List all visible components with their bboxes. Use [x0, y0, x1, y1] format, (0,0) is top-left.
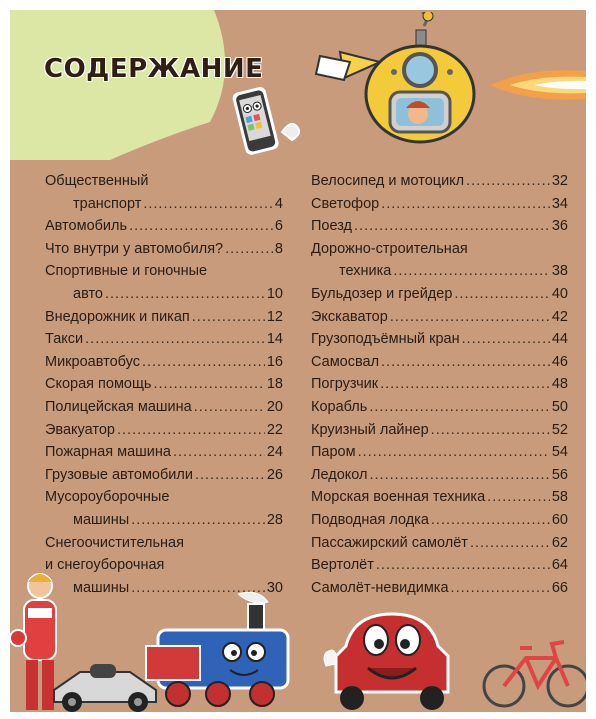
dot-leader — [153, 373, 264, 396]
page-number: 14 — [266, 331, 283, 348]
entry-title: Внедорожник и пикап — [45, 308, 190, 325]
toc-right-entry[interactable] — [311, 373, 568, 396]
toc-left-entry[interactable] — [45, 306, 283, 329]
dot-leader — [390, 306, 550, 329]
entry-title-line: Дорожно-строительная — [311, 240, 468, 257]
entry-title: Микроавтобус — [45, 353, 140, 370]
entry-title-line: Спортивные и гоночные — [45, 263, 208, 280]
dot-leader — [143, 193, 273, 216]
entry-title: Самосвал — [311, 353, 380, 370]
entry-row — [311, 509, 568, 532]
toc-right-entry[interactable] — [311, 554, 568, 577]
dot-leader — [466, 170, 550, 193]
entry-title: Экскаватор — [311, 308, 388, 325]
dot-leader — [358, 441, 550, 464]
page-number: 50 — [551, 398, 568, 415]
entry-row — [45, 193, 283, 216]
entry-row — [45, 283, 283, 306]
entry-title: Что внутри у автомобиля? — [45, 240, 224, 257]
entry-title: Подводная лодка — [311, 511, 429, 528]
entry-row — [45, 509, 283, 532]
page-number: 32 — [551, 173, 568, 189]
page-number: 46 — [551, 353, 568, 370]
entry-row — [311, 396, 568, 419]
entry-row — [311, 328, 568, 351]
entry-title: Вертолёт — [311, 557, 374, 574]
entry-title: Скорая помощь — [45, 376, 152, 393]
toc-left-entry[interactable] — [45, 238, 283, 261]
toc-left-entry[interactable] — [45, 419, 283, 442]
entry-title: Круизный лайнер — [311, 421, 429, 438]
toc-left-entry[interactable] — [45, 170, 283, 215]
entry-title: Самолёт-невидимка — [311, 579, 449, 596]
page-number: 24 — [266, 444, 283, 461]
dot-leader — [376, 554, 550, 577]
page-number: 58 — [551, 489, 568, 506]
dot-leader — [192, 306, 265, 329]
toc-right-entry[interactable] — [311, 577, 568, 600]
page-number: 28 — [266, 511, 283, 528]
toc-right-entry[interactable] — [311, 509, 568, 532]
entry-title: Корабль — [311, 398, 368, 415]
toc-right-entry[interactable] — [311, 419, 568, 442]
dot-leader — [105, 283, 265, 306]
toc-right-entry[interactable] — [311, 396, 568, 419]
entry-row — [45, 419, 283, 442]
dot-leader — [381, 351, 550, 374]
train-icon — [138, 590, 308, 712]
dot-leader — [194, 396, 265, 419]
entry-row — [311, 306, 568, 329]
page-number: 16 — [266, 353, 283, 370]
page-number: 42 — [551, 308, 568, 325]
page-number: 40 — [551, 285, 568, 302]
entry-title: Паром — [311, 444, 356, 461]
page-number: 64 — [551, 557, 568, 574]
entry-row — [311, 464, 568, 487]
entry-title: машины — [73, 511, 130, 528]
entry-row — [45, 396, 283, 419]
page-number: 38 — [551, 263, 568, 280]
toc-right-entry[interactable] — [311, 215, 568, 238]
dot-leader — [431, 419, 550, 442]
dot-leader — [354, 215, 550, 238]
toc-left-entry[interactable] — [45, 351, 283, 374]
entry-row — [311, 260, 568, 283]
toc-left-entry[interactable] — [45, 396, 283, 419]
entry-row — [45, 328, 283, 351]
toc-left-entry[interactable] — [45, 328, 283, 351]
dot-leader — [462, 328, 550, 351]
smartphone-icon — [230, 80, 310, 177]
title-banner — [10, 10, 264, 160]
entry-row — [311, 419, 568, 442]
entry-title: Автомобиль — [45, 218, 128, 235]
entry-title: машины — [73, 579, 130, 596]
entry-title: Грузоподъёмный кран — [311, 331, 460, 348]
entry-row — [311, 351, 568, 374]
entry-title: Ледокол — [311, 466, 368, 483]
entry-title: авто — [73, 285, 103, 302]
entry-row — [311, 441, 568, 464]
page-number: 4 — [274, 195, 283, 212]
toc-right-entry[interactable] — [311, 532, 568, 555]
page-number: 62 — [551, 534, 568, 551]
entry-row — [311, 486, 568, 509]
entry-title: Такси — [45, 331, 84, 348]
page-number: 44 — [551, 331, 568, 348]
toc-right-entry[interactable] — [311, 306, 568, 329]
dot-leader — [487, 486, 550, 509]
toc-left-entry[interactable] — [45, 260, 283, 305]
dot-leader — [380, 373, 550, 396]
entry-row — [311, 283, 568, 306]
toc-right-entry[interactable] — [311, 238, 568, 283]
dot-leader — [381, 193, 550, 216]
page-number: 26 — [266, 466, 283, 483]
entry-row — [45, 373, 283, 396]
dot-leader — [393, 260, 550, 283]
page-number: 48 — [551, 376, 568, 393]
page-number: 18 — [266, 376, 283, 393]
entry-row — [45, 351, 283, 374]
page-number: 10 — [266, 285, 283, 302]
toc-right-entry[interactable] — [311, 193, 568, 216]
entry-row — [311, 554, 568, 577]
entry-row — [311, 373, 568, 396]
dot-leader — [470, 532, 550, 555]
dot-leader — [85, 328, 265, 351]
contents-right-column — [311, 170, 568, 599]
entry-title-line: Мусороуборочные — [45, 489, 170, 506]
page-number: 22 — [266, 421, 283, 438]
entry-title-line: и снегоуборочная — [45, 557, 165, 574]
contents-page — [10, 10, 586, 712]
dot-leader — [142, 351, 265, 374]
entry-title: Грузовые автомобили — [45, 466, 193, 483]
page-number: 12 — [266, 308, 283, 325]
entry-title: Погрузчик — [311, 376, 379, 393]
page-number: 8 — [274, 240, 283, 257]
dot-leader — [431, 509, 550, 532]
entry-title: транспорт — [73, 195, 142, 212]
entry-row — [311, 215, 568, 238]
dot-leader — [369, 396, 550, 419]
entry-title: техника — [339, 263, 392, 280]
entry-title-line: Общественный — [45, 173, 149, 189]
page-title: СОДЕРЖАНИЕ — [44, 54, 264, 84]
entry-row — [45, 215, 283, 238]
toc-right-entry[interactable] — [311, 328, 568, 351]
toc-right-entry[interactable] — [311, 464, 568, 487]
page-number: 34 — [551, 195, 568, 212]
dot-leader — [451, 577, 550, 600]
page-number: 60 — [551, 511, 568, 528]
dot-leader — [454, 283, 549, 306]
cartoon-car-icon — [322, 606, 462, 712]
entry-title: Полицейская машина — [45, 398, 192, 415]
contents-left-column — [45, 170, 283, 599]
toc-right-entry[interactable] — [311, 441, 568, 464]
entry-row — [311, 193, 568, 216]
entry-title: Пассажирский самолёт — [311, 534, 468, 551]
page-number: 6 — [274, 218, 283, 235]
entry-title: Эвакуатор — [45, 421, 115, 438]
dot-leader — [131, 509, 265, 532]
toc-right-entry[interactable] — [311, 351, 568, 374]
entry-row — [311, 532, 568, 555]
rocket-flame-icon — [490, 65, 586, 110]
dot-leader — [117, 419, 265, 442]
dot-leader — [129, 215, 273, 238]
entry-title-line: Снегоочистительная — [45, 534, 184, 551]
entry-title: Пожарная машина — [45, 444, 171, 461]
entry-title: Светофор — [311, 195, 380, 212]
toc-right-entry[interactable] — [311, 170, 568, 193]
entry-row — [45, 464, 283, 487]
entry-row — [311, 170, 568, 193]
entry-title: Велосипед и мотоцикл — [311, 173, 465, 189]
toc-right-entry[interactable] — [311, 283, 568, 306]
page-number: 36 — [551, 218, 568, 235]
page-number: 54 — [551, 444, 568, 461]
toc-left-entry[interactable] — [45, 441, 283, 464]
dot-leader — [370, 464, 550, 487]
page-number: 52 — [551, 421, 568, 438]
entry-row — [45, 441, 283, 464]
page-number: 56 — [551, 466, 568, 483]
entry-title: Морская военная техника — [311, 489, 486, 506]
toc-left-entry[interactable] — [45, 486, 283, 531]
dot-leader — [173, 441, 265, 464]
entry-row — [45, 306, 283, 329]
dot-leader — [195, 464, 265, 487]
entry-row — [311, 577, 568, 600]
entry-row — [45, 238, 283, 261]
toc-left-entry[interactable] — [45, 464, 283, 487]
toc-left-entry[interactable] — [45, 373, 283, 396]
page-number: 30 — [266, 579, 283, 596]
page-number: 66 — [551, 579, 568, 596]
toc-right-entry[interactable] — [311, 486, 568, 509]
entry-title: Поезд — [311, 218, 353, 235]
bicycle-icon — [480, 628, 586, 712]
submarine-icon — [310, 12, 500, 167]
dot-leader — [225, 238, 273, 261]
toc-left-entry[interactable] — [45, 215, 283, 238]
page-number: 20 — [266, 398, 283, 415]
entry-title: Бульдозер и грейдер — [311, 285, 453, 302]
